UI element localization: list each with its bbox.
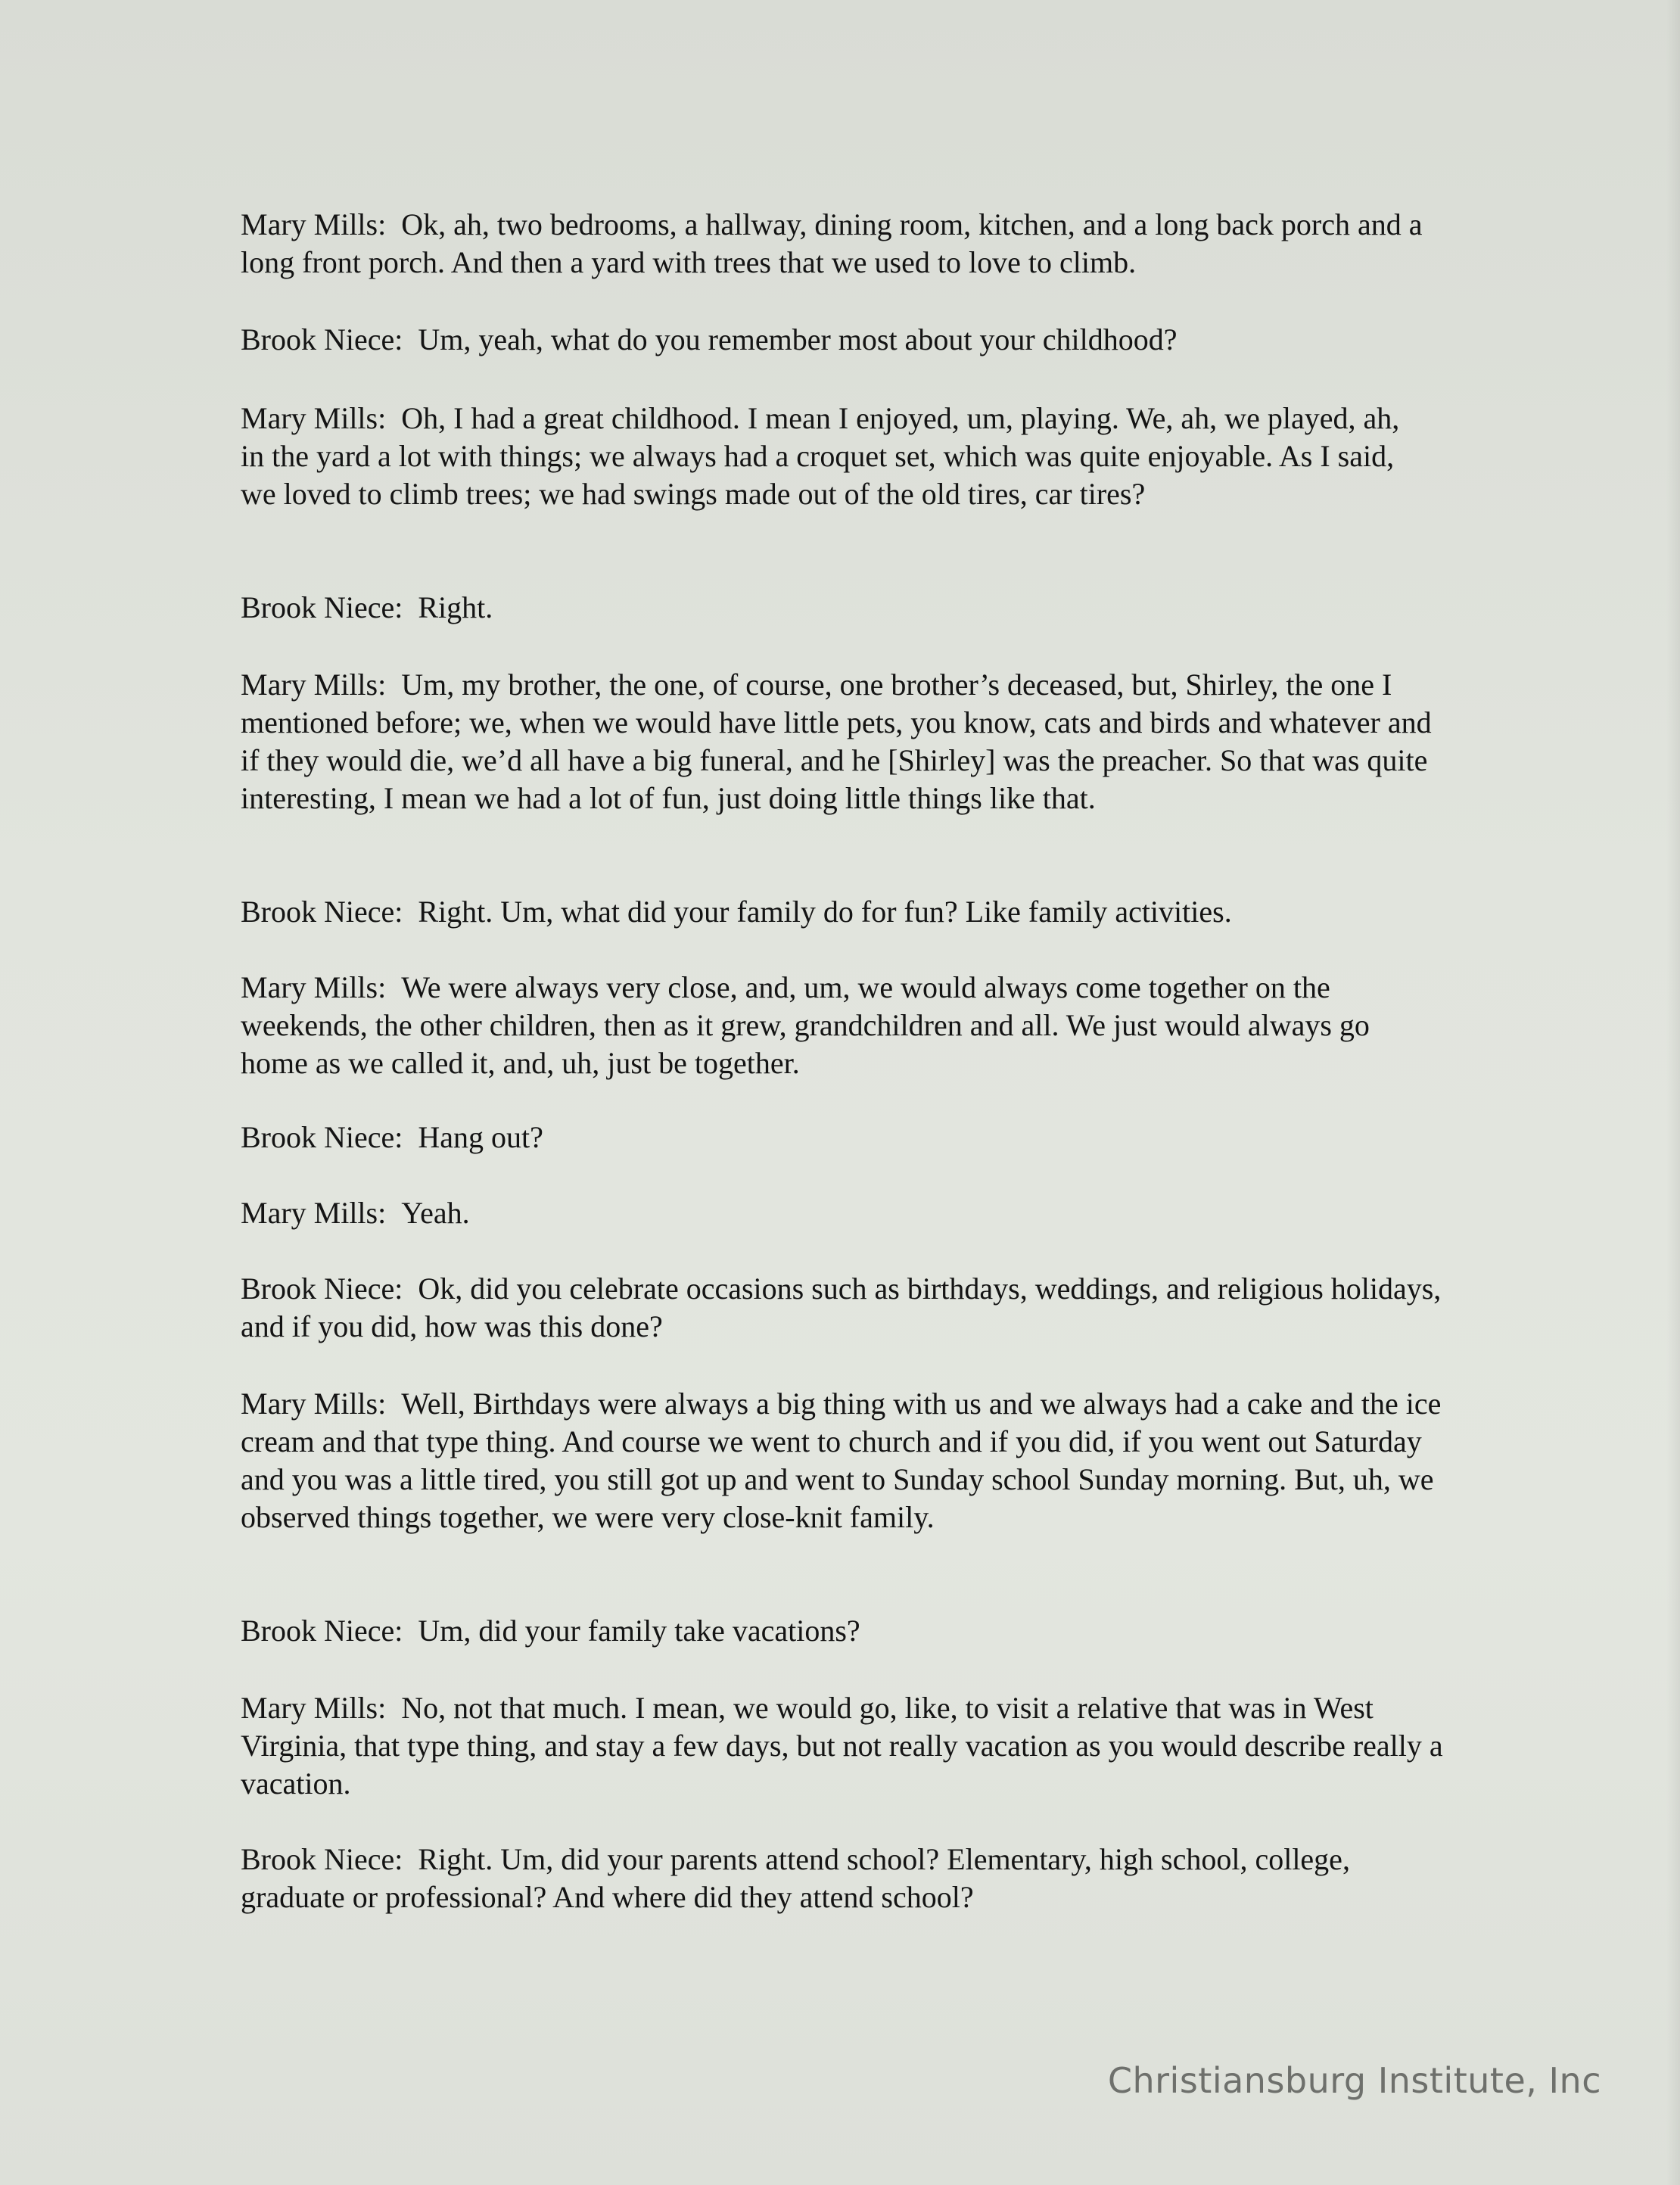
transcript-paragraph (241, 321, 1451, 359)
speaker-name: Mary Mills: (241, 207, 387, 241)
speaker-name: Brook Niece: (241, 1271, 403, 1306)
speaker-name: Mary Mills: (241, 1196, 387, 1230)
utterance-text: Right. Um, did your parents attend school? Elementary, high school, college, graduate or professional? And where did they attend school? (241, 1842, 1350, 1914)
utterance-text: Well, Birthdays were always a big thing with us and we always had a cake and the ice cream and that type thing. And course we went to church and if you did, if you went out Saturday and you was a little tired, you still got up and went to Sunday school Sunday morning. But, uh, we observed things together, we were very close-knit family. (241, 1387, 1442, 1534)
transcript-paragraph (241, 589, 1451, 627)
transcript-paragraph (241, 400, 1421, 513)
speaker-name: Brook Niece: (241, 1842, 403, 1876)
utterance-text: Ok, ah, two bedrooms, a hallway, dining room, kitchen, and a long back porch and a long front porch. And then a yard with trees that we used to love to climb. (241, 207, 1423, 279)
speaker-name: Brook Niece: (241, 895, 403, 929)
utterance-text: Hang out? (418, 1120, 543, 1154)
utterance-text: Oh, I had a great childhood. I mean I enjoyed, um, playing. We, ah, we played, ah, in the yard a lot with things; we always had a croquet set, which was quite enjoyable. As I said, we loved to climb trees; we had swings made out of the old tires, car tires? (241, 401, 1400, 511)
transcript-paragraph (241, 1119, 1451, 1156)
speaker-name: Brook Niece: (241, 1614, 403, 1648)
speaker-name: Brook Niece: (241, 590, 403, 624)
utterance-text: Right. (418, 590, 493, 624)
transcript-paragraph (241, 1689, 1459, 1803)
transcript-paragraph (241, 666, 1448, 817)
utterance-text: Um, yeah, what do you remember most about your childhood? (418, 322, 1178, 356)
transcript-paragraph (241, 206, 1451, 282)
utterance-text: We were always very close, and, um, we would always come together on the weekends, the other children, then as it grew, grandchildren and all. We just would always go home as we called it, and, uh, just be together. (241, 970, 1370, 1080)
transcript-paragraph (241, 1270, 1467, 1346)
speaker-name: Brook Niece: (241, 322, 403, 356)
transcript-paragraph (241, 893, 1467, 931)
transcript-paragraph (241, 1194, 1451, 1232)
transcript-paragraph (241, 1612, 1451, 1650)
speaker-name: Mary Mills: (241, 401, 387, 435)
speaker-name: Mary Mills: (241, 1691, 387, 1725)
watermark-text: Christiansburg Institute, Inc (1107, 2060, 1601, 2101)
utterance-text: No, not that much. I mean, we would go, like, to visit a relative that was in West Virginia, that type thing, and stay a few days, but not really vacation as you would describe really a vacation. (241, 1691, 1443, 1801)
speaker-name: Mary Mills: (241, 1387, 387, 1421)
utterance-text: Yeah. (401, 1196, 470, 1230)
transcript-paragraph (241, 969, 1421, 1082)
utterance-text: Right. Um, what did your family do for fun? Like family activities. (418, 895, 1232, 929)
utterance-text: Um, my brother, the one, of course, one brother’s deceased, but, Shirley, the one I mentioned before; we, when we would have little pets, you know, cats and birds and whatever and if they would die, we’d all have a big funeral, and he [Shirley] was the preacher. So that was quite interesting, I mean we had a lot of fun, just doing little things like that. (241, 668, 1432, 815)
speaker-name: Mary Mills: (241, 970, 387, 1004)
page-edge-shadow (1666, 0, 1680, 2185)
speaker-name: Brook Niece: (241, 1120, 403, 1154)
transcript-paragraph (241, 1385, 1451, 1536)
utterance-text: Um, did your family take vacations? (418, 1614, 860, 1648)
speaker-name: Mary Mills: (241, 668, 387, 702)
utterance-text: Ok, did you celebrate occasions such as birthdays, weddings, and religious holidays, and if you did, how was this done? (241, 1271, 1442, 1343)
transcript-paragraph (241, 1841, 1436, 1916)
